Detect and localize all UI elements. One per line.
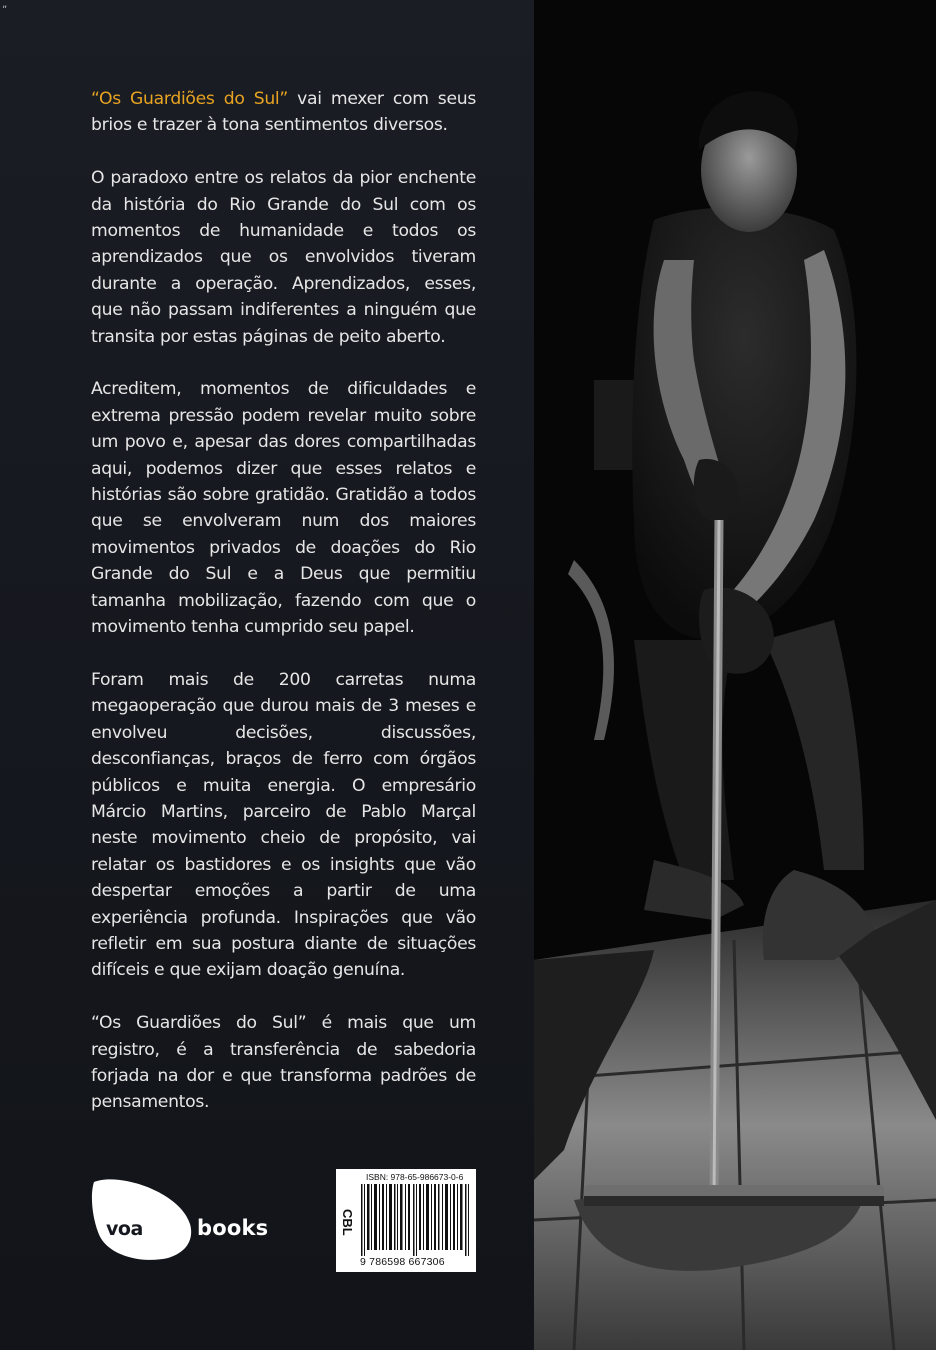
barcode-bars-icon	[361, 1184, 471, 1256]
publisher-name: books	[197, 1216, 269, 1240]
cover-photo	[534, 0, 936, 1350]
blurb-text	[91, 86, 476, 1142]
barcode-number: 9 786598 667306	[360, 1256, 445, 1268]
isbn-label: ISBN: 978-65-986673-0-6	[366, 1172, 464, 1182]
blurb-paragraph-1	[91, 86, 476, 139]
publisher-logo-mark: voa	[106, 1218, 143, 1240]
blurb-paragraph-5: “Os Guardiões do Sul” é mais que um registro, é a transferência de sabedoria forjada na dor e que transforma padrões de pensamentos.	[91, 1013, 476, 1113]
book-title-highlight: “Os Guardiões do Sul”	[91, 89, 288, 109]
blurb-paragraph-4: Foram mais de 200 carretas numa megaoperação que durou mais de 3 meses e envolveu decisões, discussões, desconfianças, braços de ferro com órgãos públicos e muita energia. O empresário Márcio Martins, parceiro de Pablo Marçal neste movimento cheio de propósito, vai relatar os bastidores e os insights que vão despertar emoções a partir de uma experiência profunda. Inspirações que vão refletir em sua postura diante de situações difíceis e que exijam doação genuína.	[91, 669, 476, 981]
isbn-barcode	[336, 1169, 476, 1272]
cbl-label: CBL	[340, 1209, 355, 1236]
blurb-paragraph-3: Acreditem, momentos de dificuldades e extrema pressão podem revelar muito sobre um povo e, apesar das dores compartilhadas aqui, podemos dizer que esses relatos e histórias são sobre gratidão. Gratidão a todos que se envolveram num dos maiores movimentos privados de doações do Rio Grande do Sul e a Deus que permitiu tamanha mobilização, fazendo com que o movimento tenha cumprido seu papel.	[91, 379, 476, 638]
corner-mark: „	[2, 0, 8, 10]
worker-squeegee-photo-icon	[534, 0, 936, 1350]
blurb-paragraph-2: O paradoxo entre os relatos da pior enchente da história do Rio Grande do Sul com os momentos de humanidade e todos os aprendizados que os envolvidos tiveram durante a operação. Aprendizados, esses, que não passam indiferentes a ninguém que transita por estas páginas de peito aberto.	[91, 168, 476, 347]
blurb-paragraph-1-rest: vai mexer com seus brios e trazer à tona sentimentos diversos.	[91, 89, 476, 136]
